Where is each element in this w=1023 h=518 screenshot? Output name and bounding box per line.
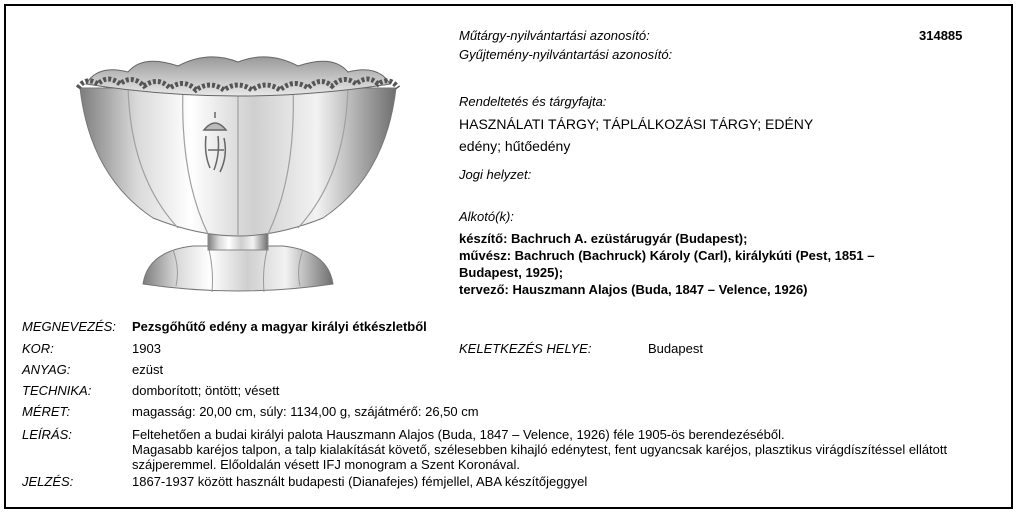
technique-value: domborított; öntött; vésett <box>132 383 280 398</box>
age-label: KOR: <box>22 341 54 356</box>
inventory-id-label: Műtárgy-nyilvántartási azonosító: <box>459 28 650 43</box>
creator-artist-cont: Budapest, 1925); <box>459 265 564 280</box>
creator-maker: készítő: Bachruch A. ezüstárugyár (Budapest); <box>459 231 748 246</box>
description-line-2: Magasabb karéjos talpon, a talp kialakítását követő, szélesebben kihajló edénytest, fent ugyancsak karéjos, plasztikus virágdíszítéssel ellátott <box>132 442 948 457</box>
name-label: MEGNEVEZÉS: <box>22 319 116 334</box>
creator-artist: művész: Bachruch (Bachruck) Károly (Carl), királykúti (Pest, 1851 – <box>459 248 875 263</box>
material-label: ANYAG: <box>22 362 71 377</box>
size-label: MÉRET: <box>22 404 71 419</box>
material-value: ezüst <box>132 362 164 377</box>
technique-label: TECHNIKA: <box>22 383 92 398</box>
purpose-label: Rendeltetés és tárgyfajta: <box>459 94 607 109</box>
size-value: magasság: 20,00 cm, súly: 1134,00 g, szájátmérő: 26,50 cm <box>132 404 479 419</box>
origin-value: Budapest <box>648 341 703 356</box>
age-value: 1903 <box>132 341 161 356</box>
creators-label: Alkotó(k): <box>459 209 514 224</box>
purpose-category: HASZNÁLATI TÁRGY; TÁPLÁLKOZÁSI TÁRGY; EDÉNY <box>459 116 814 132</box>
purpose-type: edény; hűtőedény <box>459 138 571 154</box>
mark-value: 1867-1937 között használt budapesti (Dianafejes) fémjellel, ABA készítőjeggyel <box>132 474 588 489</box>
inventory-id-value: 314885 <box>919 28 963 43</box>
description-line-1: Feltehetően a budai királyi palota Hauszmann Alajos (Buda, 1847 – Velence, 1926) féle 1905-ös berendezéséből. <box>132 427 785 442</box>
record-card <box>4 4 1013 509</box>
collection-id-label: Gyűjtemény-nyilvántartási azonosító: <box>459 47 673 62</box>
origin-label: KELETKEZÉS HELYE: <box>459 341 592 356</box>
object-photo <box>68 46 408 308</box>
legal-status-label: Jogi helyzet: <box>459 167 532 182</box>
name-value: Pezsgőhűtő edény a magyar királyi étkészletből <box>132 319 427 334</box>
mark-label: JELZÉS: <box>22 474 74 489</box>
creator-designer: tervező: Hauszmann Alajos (Buda, 1847 – Velence, 1926) <box>459 282 808 297</box>
bowl-foot <box>143 246 333 291</box>
description-line-3: szájperemmel. Előoldalán vésett IFJ monogram a Szent Koronával. <box>132 457 521 472</box>
description-label: LEÍRÁS: <box>22 427 72 442</box>
